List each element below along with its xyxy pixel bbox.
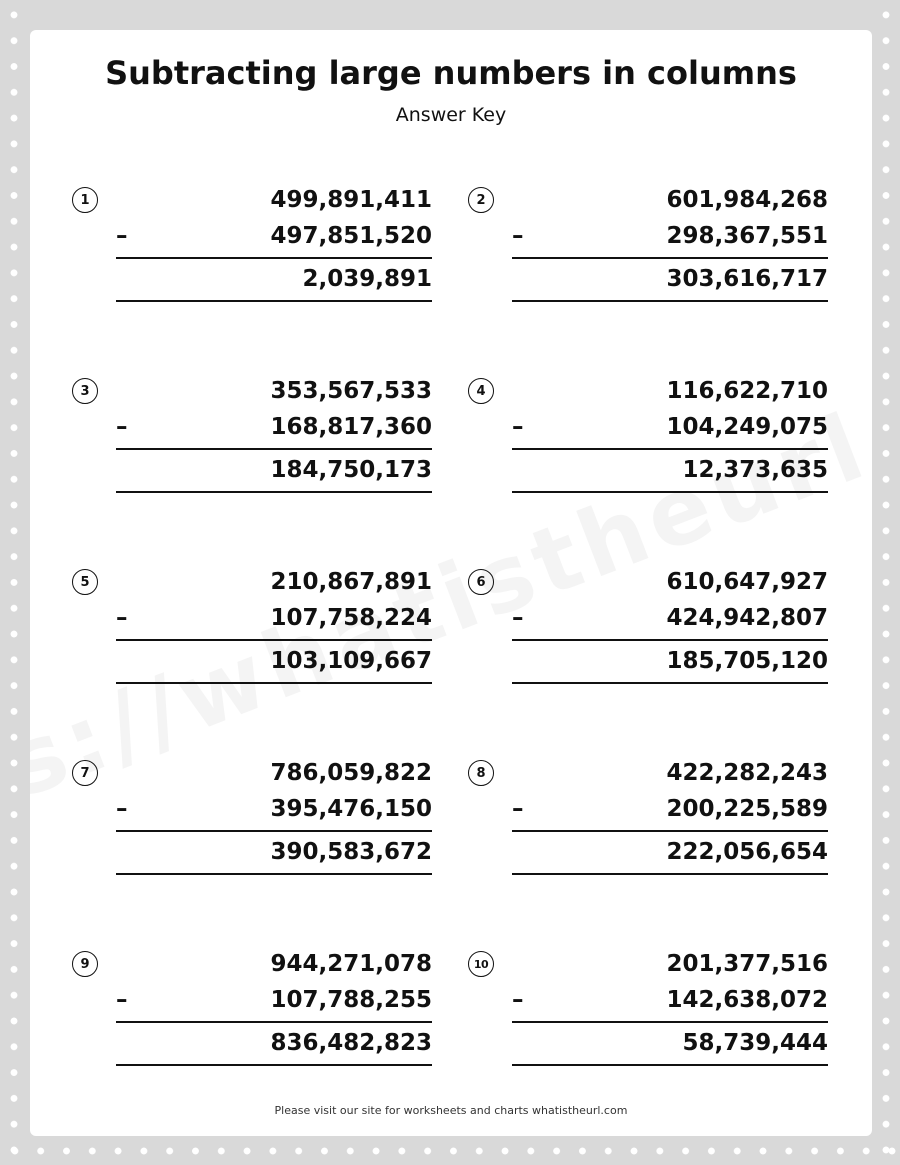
problem-number-badge: 8 [468, 760, 494, 786]
answer: 184,750,173 [270, 457, 432, 483]
answer-underline [512, 873, 828, 875]
problem-10 [468, 947, 828, 1077]
subtrahend: 424,942,807 [666, 605, 828, 631]
problem-9 [72, 947, 432, 1077]
answer: 58,739,444 [682, 1030, 828, 1056]
answer-underline [116, 1064, 432, 1066]
subtrahend: 298,367,551 [666, 223, 828, 249]
problem-number-badge: 9 [72, 951, 98, 977]
subtraction-line [512, 639, 828, 641]
answer-underline [116, 873, 432, 875]
answer: 103,109,667 [270, 648, 432, 674]
problem-5 [72, 565, 432, 695]
minus-sign: – [116, 605, 128, 631]
problem-7 [72, 756, 432, 886]
minus-sign: – [116, 987, 128, 1013]
problem-number-badge: 2 [468, 187, 494, 213]
page-subtitle: Answer Key [395, 104, 507, 126]
minuend: 499,891,411 [270, 187, 432, 213]
problem-number-badge: 3 [72, 378, 98, 404]
page-title: Subtracting large numbers in columns [105, 54, 797, 92]
minus-sign: – [512, 796, 524, 822]
problem-8 [468, 756, 828, 886]
answer-underline [116, 300, 432, 302]
minus-sign: – [512, 414, 524, 440]
minuend: 422,282,243 [666, 760, 828, 786]
minuend: 210,867,891 [270, 569, 432, 595]
problem-number-badge: 10 [468, 951, 494, 977]
problem-number-badge: 5 [72, 569, 98, 595]
subtrahend: 395,476,150 [270, 796, 432, 822]
subtrahend: 107,788,255 [270, 987, 432, 1013]
subtraction-line [512, 448, 828, 450]
problem-6 [468, 565, 828, 695]
problem-number-badge: 7 [72, 760, 98, 786]
footer-note: Please visit our site for worksheets and charts whatistheurl.com [274, 1104, 628, 1117]
minus-sign: – [116, 414, 128, 440]
worksheet-page [30, 30, 872, 1136]
subtrahend: 104,249,075 [666, 414, 828, 440]
subtrahend: 200,225,589 [666, 796, 828, 822]
answer-underline [512, 1064, 828, 1066]
subtraction-line [116, 257, 432, 259]
minuend: 610,647,927 [666, 569, 828, 595]
dotted-border-left [0, 0, 28, 1165]
subtrahend: 168,817,360 [270, 414, 432, 440]
minus-sign: – [512, 223, 524, 249]
answer: 836,482,823 [270, 1030, 432, 1056]
dotted-border-bottom [0, 1137, 900, 1165]
subtrahend: 107,758,224 [270, 605, 432, 631]
answer: 390,583,672 [270, 839, 432, 865]
problem-number-badge: 4 [468, 378, 494, 404]
answer-underline [116, 491, 432, 493]
minuend: 116,622,710 [666, 378, 828, 404]
problem-number-badge: 6 [468, 569, 494, 595]
subtrahend: 497,851,520 [270, 223, 432, 249]
minus-sign: – [512, 605, 524, 631]
answer-underline [512, 682, 828, 684]
answer-underline [512, 491, 828, 493]
problem-3 [72, 374, 432, 504]
problem-4 [468, 374, 828, 504]
minus-sign: – [512, 987, 524, 1013]
subtraction-line [512, 1021, 828, 1023]
answer: 303,616,717 [666, 266, 828, 292]
minuend: 601,984,268 [666, 187, 828, 213]
dotted-border-right [872, 0, 900, 1165]
minuend: 786,059,822 [270, 760, 432, 786]
answer: 2,039,891 [302, 266, 432, 292]
problem-number-badge: 1 [72, 187, 98, 213]
minuend: 201,377,516 [666, 951, 828, 977]
subtraction-line [116, 448, 432, 450]
answer-underline [116, 682, 432, 684]
minuend: 353,567,533 [270, 378, 432, 404]
subtraction-line [512, 257, 828, 259]
subtraction-line [116, 639, 432, 641]
minuend: 944,271,078 [270, 951, 432, 977]
subtraction-line [116, 1021, 432, 1023]
minus-sign: – [116, 223, 128, 249]
subtraction-line [512, 830, 828, 832]
answer: 185,705,120 [666, 648, 828, 674]
problem-2 [468, 183, 828, 313]
problem-1 [72, 183, 432, 313]
minus-sign: – [116, 796, 128, 822]
answer: 12,373,635 [682, 457, 828, 483]
subtraction-line [116, 830, 432, 832]
answer-underline [512, 300, 828, 302]
answer: 222,056,654 [666, 839, 828, 865]
subtrahend: 142,638,072 [666, 987, 828, 1013]
